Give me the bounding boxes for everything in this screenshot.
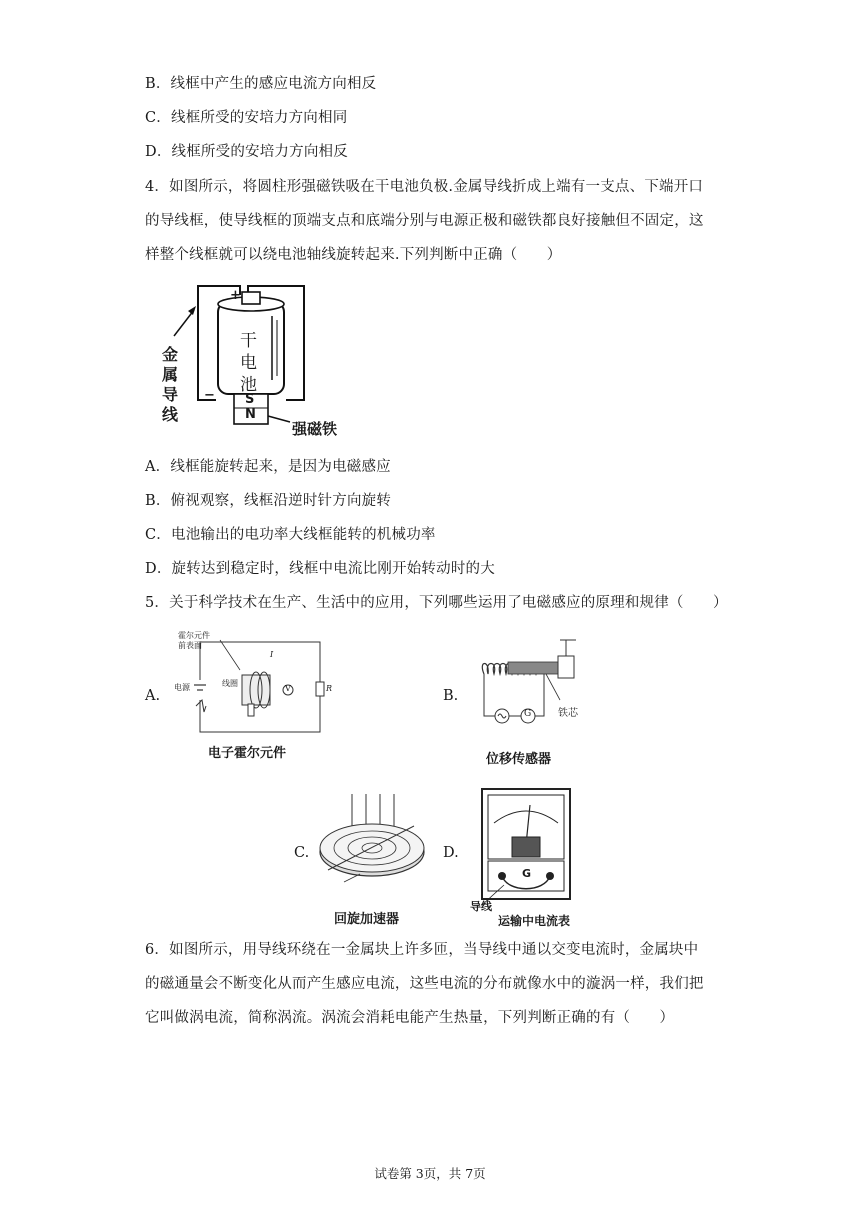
rl-label: R (326, 684, 333, 693)
minus-sign: − (204, 388, 215, 403)
page-footer: 试卷第 3页，共 7页 (374, 1166, 486, 1181)
coil-label: 线圈 (222, 679, 238, 688)
galvanometer-g: G (522, 867, 532, 880)
q6-stem-line-2: 的磁通量会不断变化从而产生感应电流，这些电流的分布就像水中的漩涡一样，我们把 (145, 976, 704, 992)
magnet-label: 强磁铁 (292, 420, 338, 438)
power-label: 电源 (174, 683, 190, 692)
q3-option-b: B．线框中产生的感应电流方向相反 (145, 76, 377, 92)
galvanometer-caption: 运输中电流表 (498, 914, 571, 928)
hall-element-figure (170, 630, 340, 765)
cyclotron-caption: 回旋加速器 (334, 912, 400, 927)
wire-char-2: 属 (162, 365, 179, 384)
hall-label: 霍尔元件 (178, 631, 210, 640)
voltmeter-label: V (285, 684, 291, 693)
q6-stem-line-3: 它叫做涡电流，简称涡流。涡流会消耗电能产生热量，下列判断正确的有（ ） (145, 1010, 675, 1026)
magnet-arrow (268, 416, 290, 422)
hall-caption: 电子霍尔元件 (208, 746, 287, 761)
battery-terminal (242, 292, 260, 304)
iron-core (508, 662, 558, 674)
wire-char-4: 线 (162, 405, 179, 424)
displacement-caption: 位移传感器 (486, 752, 552, 767)
cyclotron-figure (314, 790, 434, 925)
wire-arrow (174, 310, 194, 336)
q5-option-d-label: D. (443, 845, 459, 861)
battery-diagram (160, 280, 360, 440)
wire-label: 导线 (470, 900, 492, 913)
battery-char-3: 池 (240, 375, 257, 395)
q5-stem: 5．关于科学技术在生产、生活中的应用，下列哪些运用了电磁感应的原理和规律（ ） (145, 595, 728, 611)
ih-label: I (270, 650, 274, 659)
displacement-sensor-diagram (468, 630, 598, 765)
cyclotron-diagram (314, 790, 434, 925)
q4-battery-figure (160, 280, 360, 440)
q4-stem-line-1: 4．如图所示，将圆柱形强磁铁吸在干电池负极.金属导线折成上端有一支点、下端开口 (145, 179, 704, 195)
q6-stem-line-1: 6．如图所示，用导线环绕在一金属块上许多匝，当导线中通以交变电流时，金属块中 (145, 942, 699, 958)
plus-sign: + (230, 288, 241, 303)
q4-option-c: C．电池输出的电功率大线框能转的机械功率 (145, 527, 436, 543)
displacement-sensor-figure (468, 630, 598, 765)
galvanometer-figure (468, 785, 588, 930)
q4-option-b: B．俯视观察，线框沿逆时针方向旋转 (145, 493, 392, 509)
q5-option-b-label: B. (443, 688, 459, 704)
battery-char-1: 干 (240, 331, 257, 351)
wire-char-3: 导 (162, 385, 179, 404)
q3-option-d: D．线框所受的安培力方向相反 (145, 144, 348, 160)
magnet-s: S (245, 392, 255, 407)
battery-char-2: 电 (240, 353, 257, 373)
iron-core-label: 铁芯 (558, 708, 578, 719)
q4-option-a: A．线框能旋转起来，是因为电磁感应 (145, 459, 391, 475)
front-surface-label: 前表面 (178, 641, 202, 650)
q5-option-c-label: C. (294, 845, 310, 861)
q4-option-d: D．旋转达到稳定时，线框中电流比刚开始转动时的大 (145, 561, 495, 577)
q4-stem-line-3: 样整个线框就可以绕电池轴线旋转起来.下列判断中正确（ ） (145, 247, 562, 263)
q4-stem-line-2: 的导线框，使导线框的顶端支点和底端分别与电源正极和磁铁都良好接触但不固定，这 (145, 213, 704, 229)
magnet-n: N (245, 407, 256, 422)
q5-option-a-label: A. (145, 688, 161, 704)
wire-char-1: 金 (162, 345, 179, 364)
g-meter-label: G (524, 709, 532, 719)
q3-option-c: C．线框所受的安培力方向相同 (145, 110, 348, 126)
